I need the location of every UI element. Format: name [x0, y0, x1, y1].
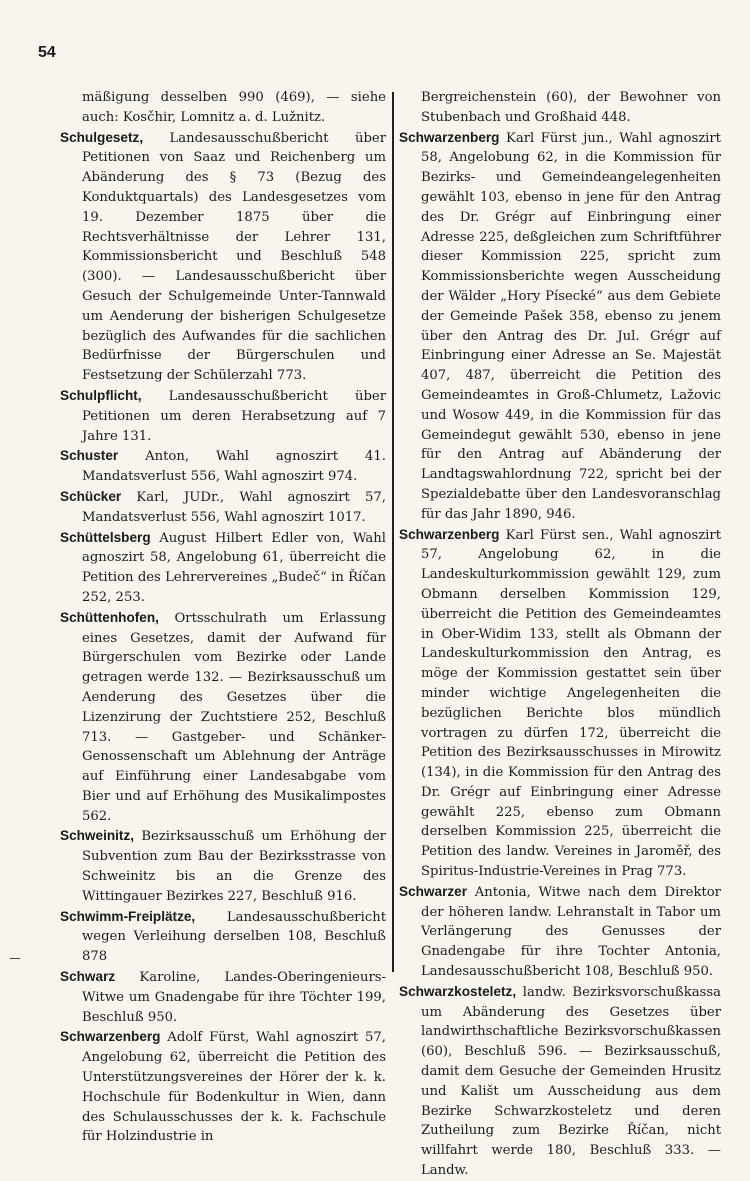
- index-entry: [60, 967, 386, 1027]
- entry-text: Landesausschußbericht über Petitionen von Saaz und Reichenberg um Abänderung des § 73 (Bezug des Konduktquartals) des Landesgesetzes vom 19. Dezember 1875 über die Rechtsverhältnisse der Lehrer 131, Kommissionsbericht und Beschluß 548 (300). — Landesausschußbericht über Gesuch der Schulgemeinde Unter-Tannwald um Aenderung der bisherigen Schulgesetze bezüglich des Aufwandes für die sachlichen Bedürfnisse der Bürgerschulen und Festsetzung der Schülerzahl 773.: [82, 130, 386, 384]
- index-entry: [60, 907, 386, 967]
- entry-heading: Schwarzenberg: [399, 129, 500, 145]
- left-column: [60, 88, 386, 1147]
- entry-text: landw. Bezirksvorschußkassa um Abänderung des Gesetzes über landwirthschaftliche Bezirksvorschußkassen (60), Beschluß 596. — Bezirksausschuß, damit dem Gesuche der Gemeinden Hrusitz und Kališt um Ausscheidung aus dem Bezirke Schwarzkosteletz und deren Zutheilung zum Bezirke Říčan, nicht willfahrt werde 180, Beschluß 333. — Landw.: [421, 984, 721, 1179]
- entry-heading: Schwarzkosteletz,: [399, 983, 517, 999]
- entry-text: Bezirksausschuß um Erhöhung der Subvention zum Bau der Bezirksstrasse von Schweinitz bis an die Grenze des Wittingauer Bezirkes 227, Beschluß 916.: [82, 829, 386, 904]
- right-column: [399, 88, 721, 1181]
- entry-heading: Schüttelsberg: [60, 529, 151, 545]
- index-entry: [399, 88, 721, 128]
- entry-text: Antonia, Witwe nach dem Direktor der höheren landw. Lehranstalt in Tabor um Verlängerung des Genusses der Gnadengabe für ihre Tochter Antonia, Landesausschußbericht 108, Beschluß 950.: [421, 884, 721, 980]
- entry-heading: Schweinitz,: [60, 828, 135, 844]
- index-entry: [399, 982, 721, 1181]
- index-entry: [60, 608, 386, 827]
- index-entry: [60, 1027, 386, 1147]
- index-entry: [399, 525, 721, 882]
- entry-text: August Hilbert Edler von, Wahl agnoszirt 58, Angelobung 61, überreicht die Petition des Lehrervereines „Budeč“ in Říčan 252, 253.: [82, 530, 386, 605]
- entry-text: Karl Fürst sen., Wahl agnoszirt 57, Angelobung 62, in die Landeskulturkommission gewählt 129, zum Obmann derselben Kommission 129, überreicht die Petition des Gemeindeamtes in Ober-Widim 133, stellt als Obmann der Landeskulturkommission den Antrag, es möge der Kommission gestattet sein über minder wichtige Angelegenheiten die bezüglichen Berichte blos mündlich vortragen zu dürfen 172, überreicht die Petition des Bezirksausschusses in Mirowitz (134), in die Kommission für den Antrag des Dr. Grégr auf Einbringung einer Adresse gewählt 225, ebenso zum Obmann derselben Kommission 225, überreicht die Petition des landw. Vereines in Jaroměř, des Spiritus-Industrie-Vereines in Prag 773.: [421, 527, 721, 880]
- entry-heading: Schulpflicht,: [60, 387, 142, 403]
- index-entry: [60, 386, 386, 446]
- entry-heading: Schwimm-Freiplätze,: [60, 908, 196, 924]
- entry-text: Anton, Wahl agnoszirt 41. Mandatsverlust 556, Wahl agnoszirt 974.: [82, 449, 386, 485]
- entry-text: Karoline, Landes-Oberingenieurs-Witwe um Gnadengabe für ihre Töchter 199, Beschluß 950.: [82, 970, 386, 1025]
- entry-text: mäßigung desselben 990 (469), — siehe auch: Kosčhir, Lomnitz a. d. Lužnitz.: [82, 90, 386, 125]
- index-entry: [60, 826, 386, 906]
- page-number: 54: [38, 44, 56, 61]
- index-entry: [399, 882, 721, 982]
- margin-mark: [10, 958, 20, 959]
- entry-heading: Schücker: [60, 488, 122, 504]
- entry-text: Landesausschußbericht über Petitionen um deren Herabsetzung auf 7 Jahre 131.: [82, 388, 386, 444]
- entry-heading: Schwarzenberg: [399, 526, 500, 542]
- index-entry: [60, 446, 386, 487]
- index-entry: [60, 128, 386, 386]
- entry-text: Karl, JUDr., Wahl agnoszirt 57, Mandatsverlust 556, Wahl agnoszirt 1017.: [82, 489, 386, 525]
- entry-heading: Schuster: [60, 448, 119, 464]
- entry-heading: Schüttenhofen,: [60, 609, 159, 625]
- entry-heading: Schulgesetz,: [60, 129, 144, 145]
- entry-heading: Schwarzer: [399, 883, 468, 899]
- index-entry: [60, 88, 386, 128]
- entry-text: Landesausschußbericht wegen Verleihung derselben 108, Beschluß 878: [82, 909, 386, 965]
- column-divider: [392, 92, 394, 972]
- entry-text: Ortsschulrath um Erlassung eines Gesetzes, damit der Aufwand für Bürgerschulen vom Bezirke oder Lande getragen werde 132. — Bezirksausschuß um Aenderung des Gesetzes über die Lizenzirung der Zuchtstiere 252, Beschluß 713. — Gastgeber- und Schänker-Genossenschaft um Ablehnung der Anträge auf Einführung einer Landesabgabe vom Bier und auf Erhöhung des Musikalimpostes 562.: [82, 610, 386, 824]
- index-entry: [60, 487, 386, 528]
- index-entry: [60, 528, 386, 608]
- entry-heading: Schwarzenberg: [60, 1029, 161, 1045]
- entry-heading: Schwarz: [60, 969, 116, 985]
- index-entry: [399, 128, 721, 525]
- entry-text: Bergreichenstein (60), der Bewohner von Stubenbach und Großhaid 448.: [421, 90, 721, 125]
- entry-text: Karl Fürst jun., Wahl agnoszirt 58, Angelobung 62, in die Kommission für Bezirks- und Gemeindeangelegenheiten gewählt 103, ebenso in jene für den Antrag des Dr. Grégr auf Einbringung einer Adresse 225, deßgleichen zum Schriftführer dieser Kommission 225, spricht zum Kommissionsberichte wegen Ausscheidung der Wälder „Hory Písecké“ aus dem Gebiete der Gemeinde Pašek 358, ebenso zu jenem über den Antrag des Dr. Jul. Grégr auf Einbringung einer Adresse an Se. Majestät 407, 487, überreicht die Petition des Gemeindeamtes in Groß-Chlumetz, Lažovic und Wosow 449, in die Kommission für das Gemeindegut gewählt 530, ebenso in jene für den Antrag auf Abänderung der Landtagswahlordnung 722, spricht bei der Spezialdebatte über den Landesvoranschlag für das Jahr 1890, 946.: [421, 130, 721, 522]
- entry-text: Adolf Fürst, Wahl agnoszirt 57, Angelobung 62, überreicht die Petition des Unterstützungsvereines der Hörer der k. k. Hochschule für Bodenkultur in Wien, dann des Schulausschusses der k. k. Fachschule für Holzindustrie in: [82, 1030, 386, 1145]
